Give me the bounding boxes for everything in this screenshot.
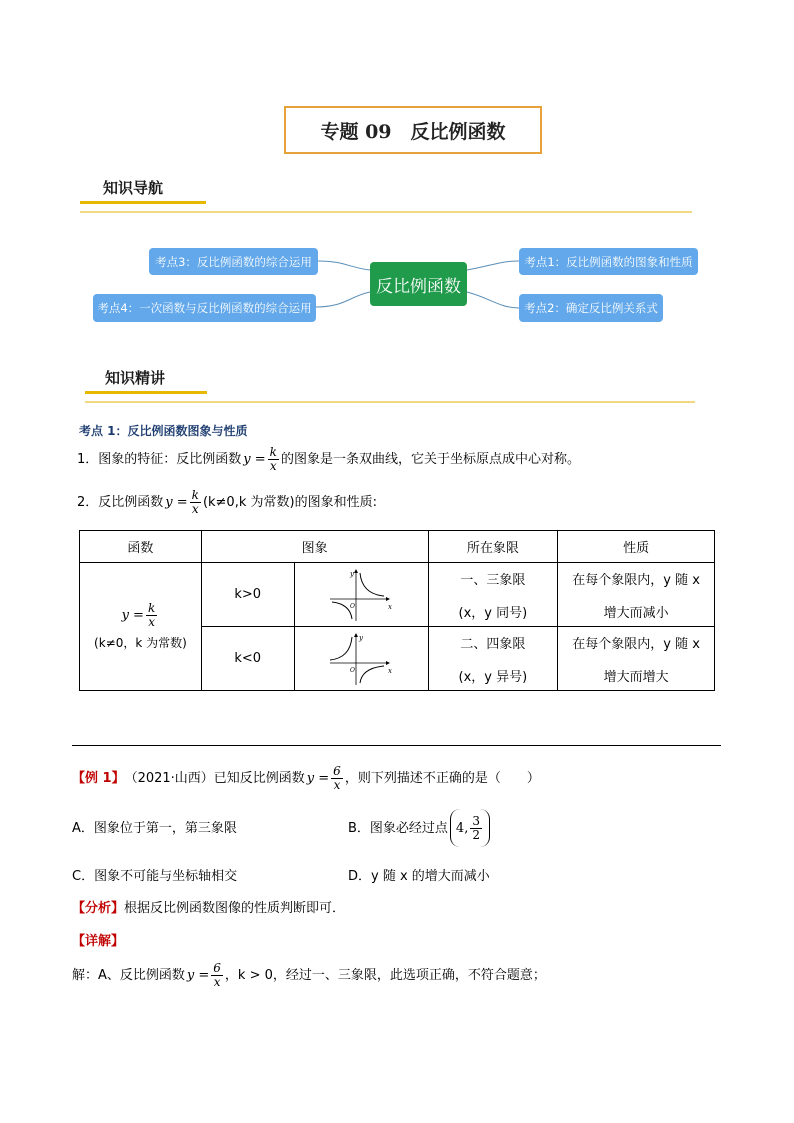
option-b[interactable] [348, 808, 490, 848]
option-a[interactable]: A．图象位于第一，第三象限 [72, 821, 237, 836]
point1-item2 [77, 489, 377, 515]
detail-tag: 【详解】 [72, 934, 125, 949]
property-line1: 在每个象限内，y 随 x [572, 636, 700, 652]
table-row [80, 563, 715, 627]
section-divider [85, 401, 695, 403]
example1-question [72, 765, 540, 791]
option-b-num: 3 [472, 813, 480, 828]
analysis-line [72, 902, 345, 915]
quadrant-line2: (x，y 异号) [458, 669, 528, 685]
option-b-fraction [470, 815, 482, 841]
graph-cell-negative [294, 627, 428, 691]
table-cond-cell: k<0 [201, 627, 294, 691]
func-den: x [148, 614, 155, 629]
graph-k-negative [326, 631, 396, 687]
func-num: k [147, 600, 156, 615]
table-func-cell [80, 563, 202, 691]
axis-x-label: x [388, 666, 393, 675]
point1-heading: 考点 1：反比例函数图象与性质 [79, 424, 248, 438]
table-header: 性质 [558, 531, 715, 563]
item1-num: k [269, 445, 277, 459]
mindmap-node-point4: 考点4：一次函数与反比例函数的综合运用 [93, 294, 316, 322]
example1-tag: 【例 1】 [72, 770, 125, 786]
option-c[interactable]: C．图象不可能与坐标轴相交 [72, 869, 238, 884]
analysis-tag: 【分析】 [72, 901, 125, 916]
section-heading-nav: 知识导航 [103, 179, 164, 197]
solution-line [72, 962, 546, 988]
example1-eq: y = [306, 770, 330, 786]
graph-k-positive [326, 567, 396, 623]
axis-y-label: y [359, 633, 364, 642]
example1-den: x [333, 777, 341, 792]
mindmap-center: 反比例函数 [370, 262, 467, 306]
property-line1: 在每个象限内，y 随 x [572, 572, 700, 588]
func-eq: y = [121, 607, 144, 623]
graph-cell-positive [294, 563, 428, 627]
option-b-point [450, 809, 490, 847]
example1-suffix: ，则下列描述不正确的是（ ） [344, 770, 540, 786]
func-fraction [146, 602, 157, 628]
table-cond-cell: k>0 [201, 563, 294, 627]
table-property-cell [558, 627, 715, 691]
option-d[interactable]: D．y 随 x 的增大而减小 [348, 869, 490, 884]
example1-num: 6 [333, 764, 341, 778]
item1-prefix: 1．图象的特征：反比例函数 [77, 451, 242, 467]
item2-suffix: (k≠0,k 为常数)的图象和性质: [202, 494, 377, 510]
item2-eq: y = [165, 494, 188, 510]
mindmap-node-point2: 考点2：确定反比例关系式 [519, 294, 663, 322]
example1-source: （2021·山西）已知反比例函数 [124, 770, 305, 786]
section-underline [85, 391, 207, 394]
table-header: 所在象限 [428, 531, 558, 563]
example-divider [72, 745, 721, 746]
property-line2: 增大而增大 [603, 669, 669, 685]
item1-suffix: 的图象是一条双曲线，它关于坐标原点成中心对称。 [280, 451, 580, 467]
quadrant-line1: 一、三象限 [460, 572, 526, 588]
table-header-row [80, 531, 715, 563]
table-property-cell [558, 563, 715, 627]
item2-fraction [190, 489, 201, 515]
table-header: 函数 [80, 531, 202, 563]
solution-num: 6 [213, 961, 221, 975]
solution-fraction [211, 962, 223, 988]
mindmap-node-point1: 考点1：反比例函数的图象和性质 [519, 248, 698, 275]
properties-table [79, 530, 715, 691]
mindmap-node-point3: 考点3：反比例函数的综合运用 [149, 248, 318, 275]
quadrant-line1: 二、四象限 [460, 636, 526, 652]
section-heading-lecture: 知识精讲 [105, 369, 166, 387]
item2-prefix: 2．反比例函数 [77, 494, 164, 510]
option-b-prefix: B．图象必经过点 [348, 820, 448, 836]
axis-origin-label: O [350, 666, 355, 674]
table-quadrant-cell [428, 563, 558, 627]
func-condition: (k≠0，k 为常数) [94, 636, 187, 651]
item1-fraction [268, 446, 279, 472]
solution-den: x [213, 974, 221, 989]
option-b-x: 4, [455, 820, 469, 836]
item1-den: x [269, 458, 277, 473]
page-title: 专题 09 反比例函数 [284, 106, 542, 154]
solution-prefix: 解：A、反比例函数 [72, 967, 185, 983]
item2-num: k [191, 488, 199, 502]
solution-eq: y = [186, 967, 210, 983]
quadrant-line2: (x，y 同号) [458, 605, 528, 621]
property-line2: 增大而减小 [603, 605, 669, 621]
point1-item1 [77, 446, 580, 472]
solution-suffix: ，k > 0，经过一、三象限，此选项正确，不符合题意； [224, 967, 546, 983]
axis-x-label: x [388, 602, 393, 611]
table-quadrant-cell [428, 627, 558, 691]
table-header: 图象 [201, 531, 428, 563]
axis-y-label: y [350, 569, 355, 578]
item2-den: x [191, 501, 199, 516]
example1-fraction [331, 765, 343, 791]
axis-origin-label: O [350, 602, 355, 610]
item1-eq: y = [243, 451, 266, 467]
option-b-den: 2 [472, 827, 480, 842]
analysis-text: 根据反比例函数图像的性质判断即可． [124, 901, 346, 916]
